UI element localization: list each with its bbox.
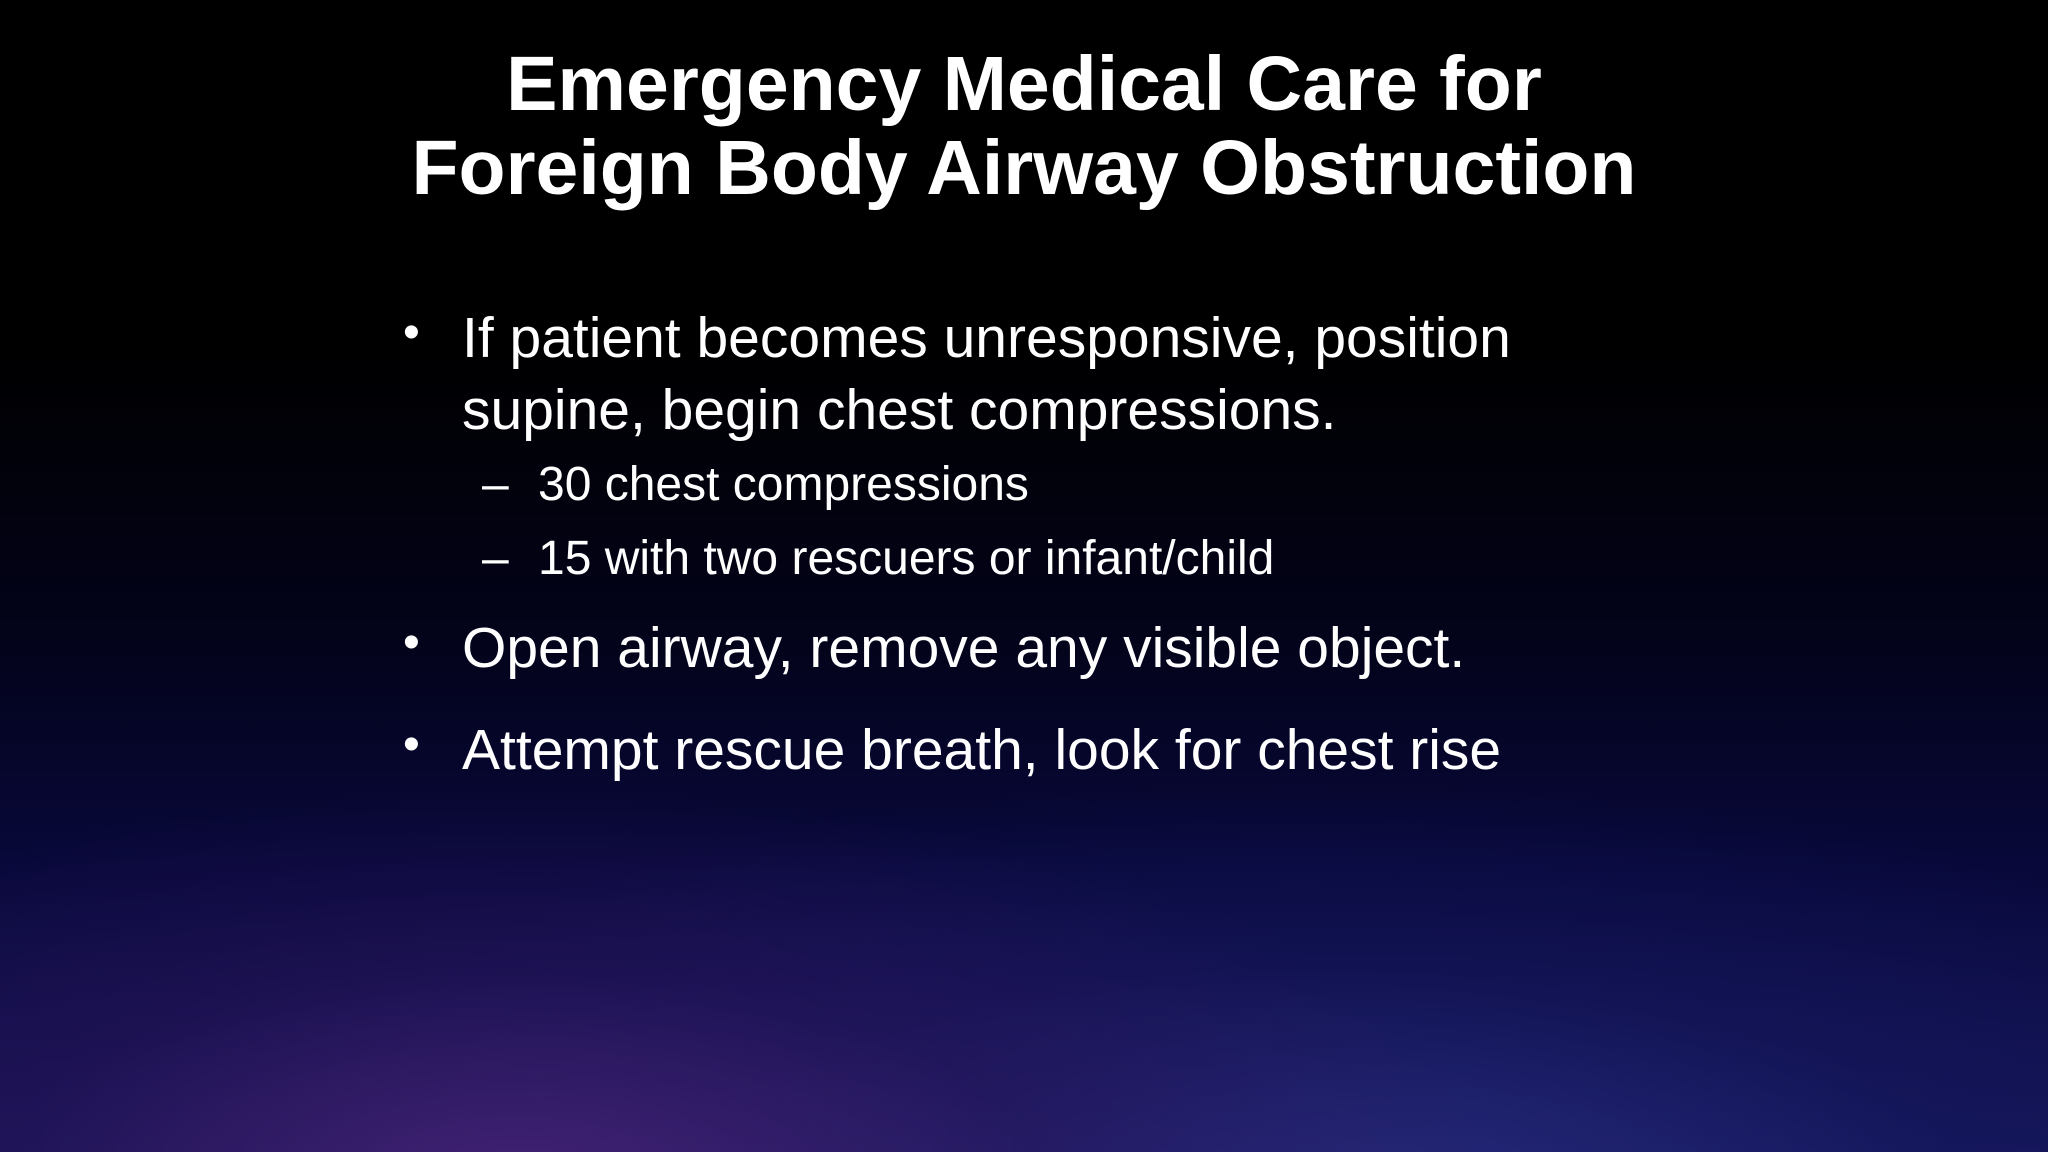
bullet-glyph: • xyxy=(403,718,420,771)
bullet-text: Attempt rescue breath, look for chest rise xyxy=(462,718,1502,782)
sub-bullet-text: 15 with two rescuers or infant/child xyxy=(538,532,1275,585)
title-line-1: Emergency Medical Care for xyxy=(506,41,1542,127)
bullet-text-line: If patient becomes unresponsive, position xyxy=(462,306,1511,370)
bullet-item xyxy=(400,612,1700,684)
bullet-text: Open airway, remove any visible object. xyxy=(462,616,1466,680)
bullet-text-line: supine, begin chest compressions. xyxy=(462,378,1337,442)
bullet-item xyxy=(400,302,1700,446)
sub-bullet-text: 30 chest compressions xyxy=(538,458,1029,511)
title-line-2: Foreign Body Airway Obstruction xyxy=(411,125,1637,211)
bullet-item xyxy=(400,714,1700,786)
bullet-glyph: • xyxy=(403,306,420,359)
dash-glyph: – xyxy=(482,458,509,511)
sub-bullet-item xyxy=(400,522,1700,596)
dash-glyph: – xyxy=(482,532,509,585)
sub-bullet-item xyxy=(400,448,1700,522)
bullet-list xyxy=(400,302,1700,786)
sub-bullet-list xyxy=(400,448,1700,596)
bullet-glyph: • xyxy=(403,616,420,669)
slide-title xyxy=(0,42,2048,210)
